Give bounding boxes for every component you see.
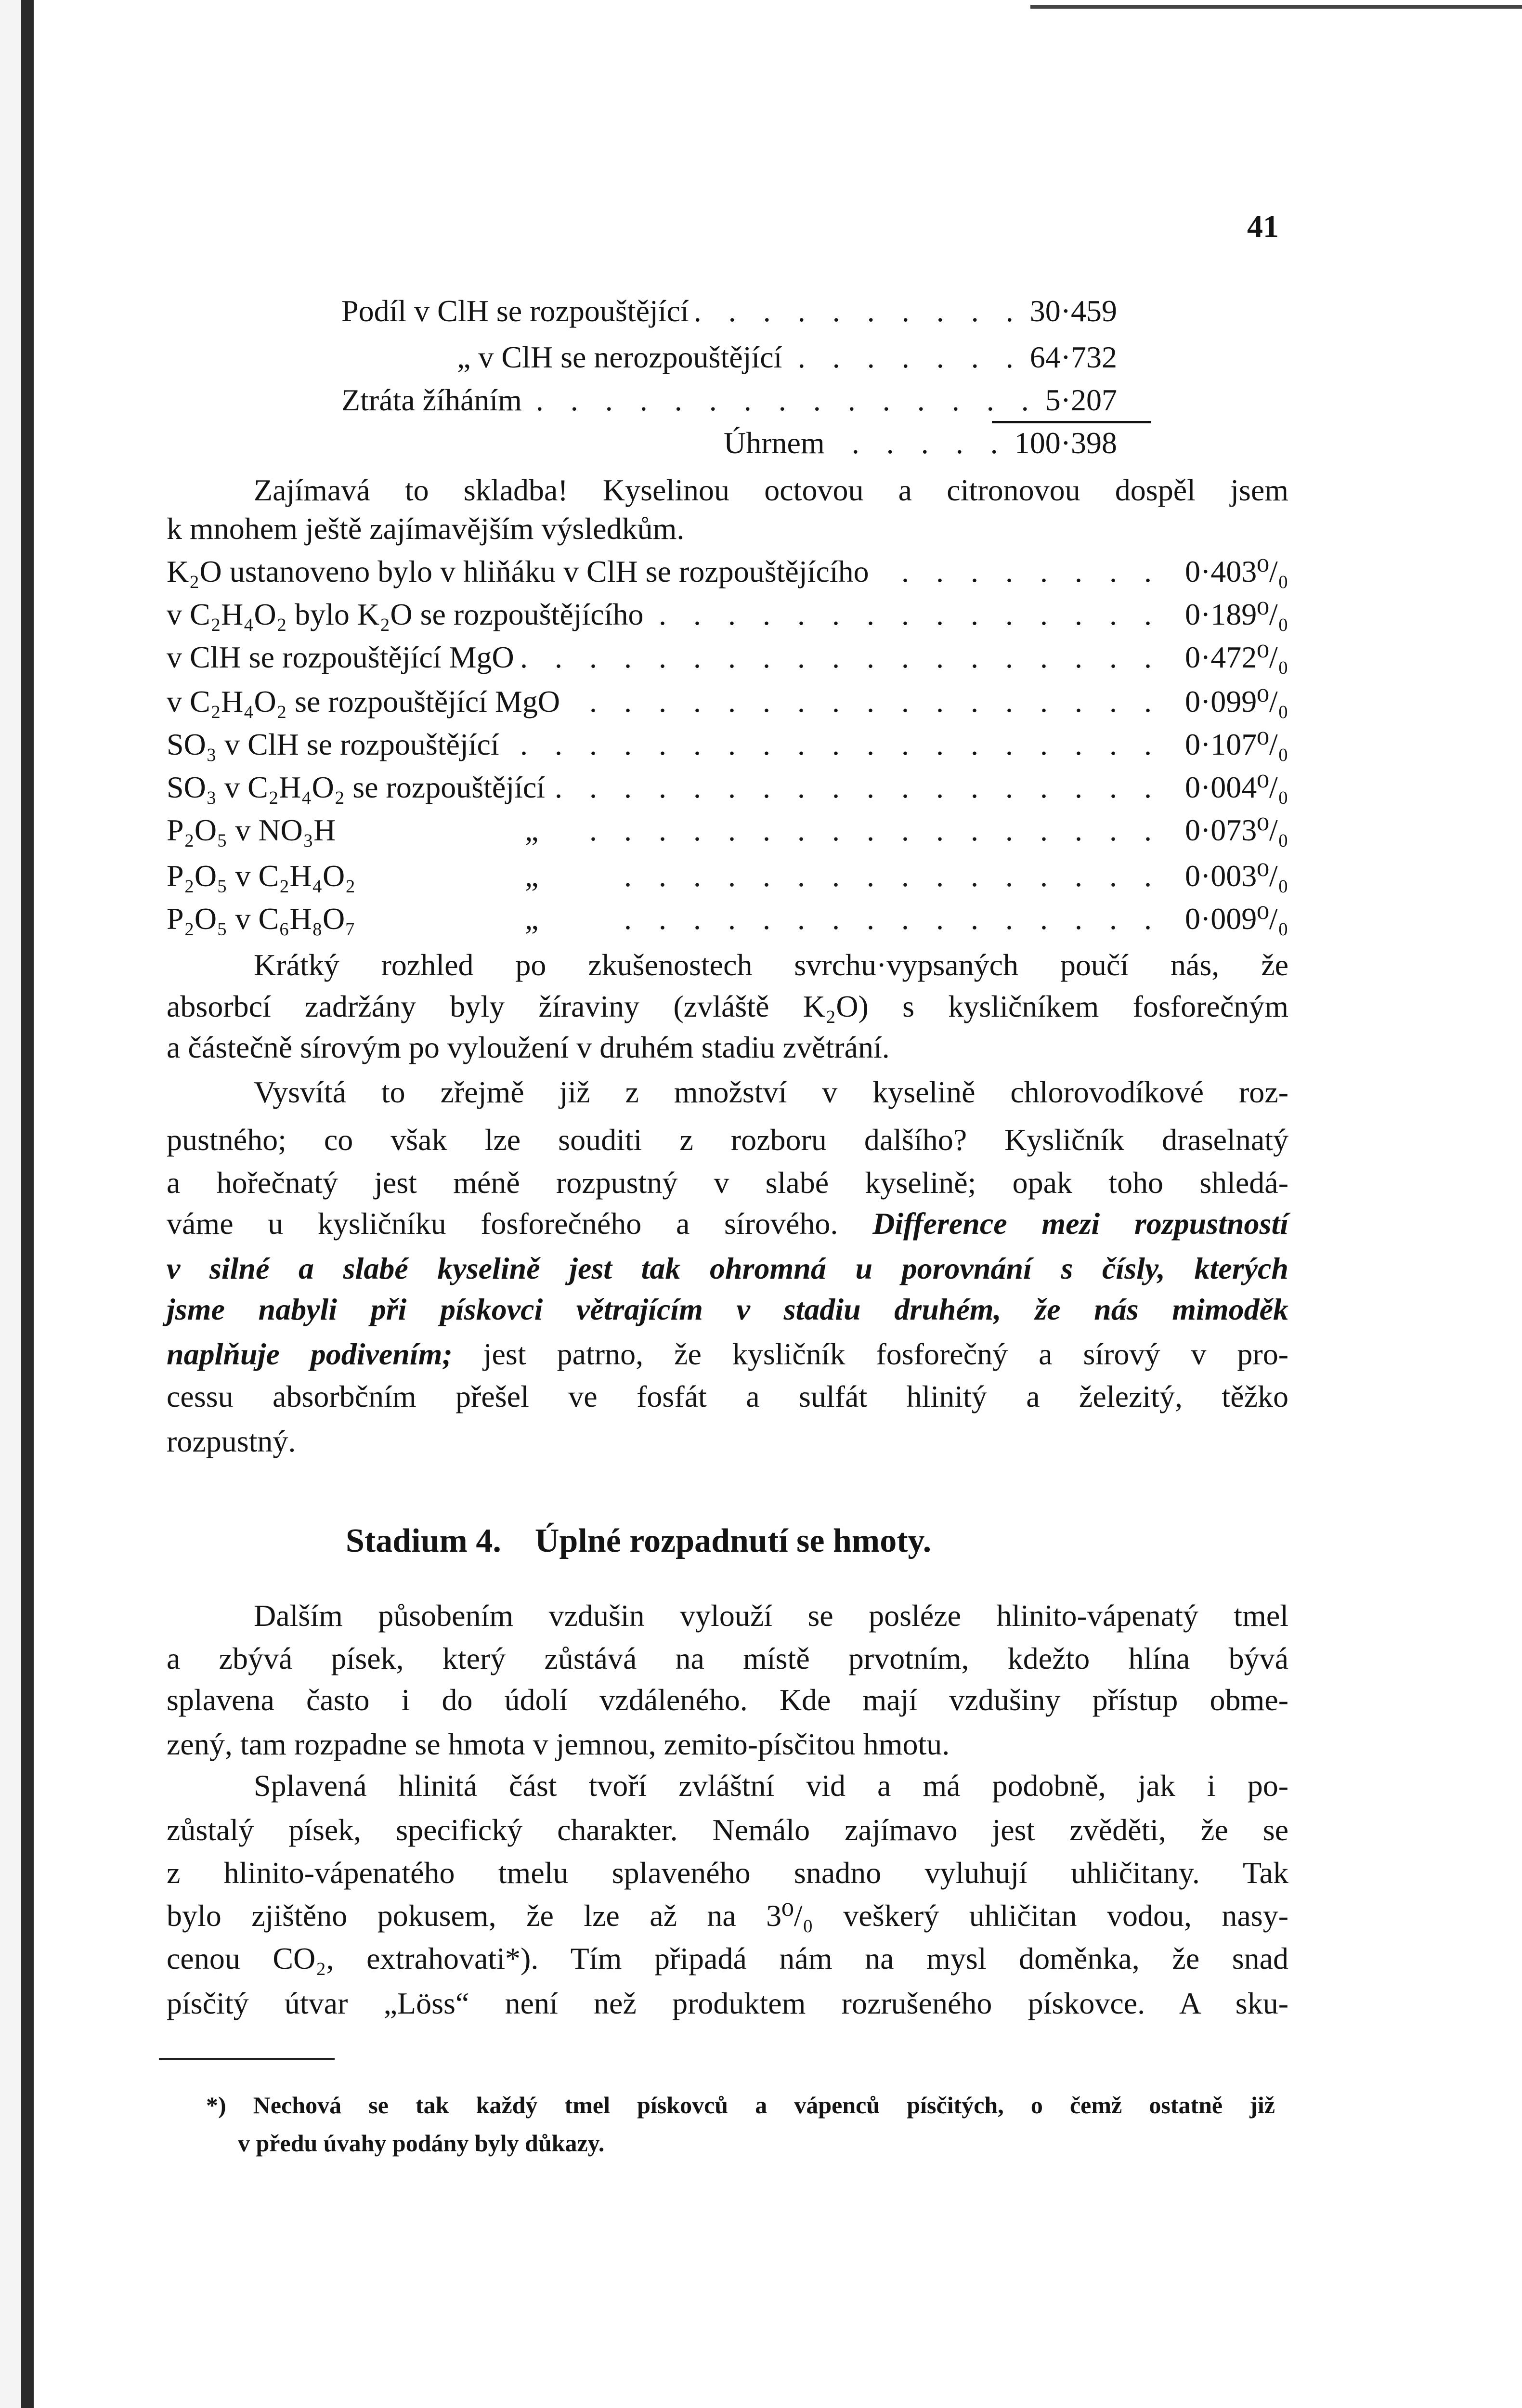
text-segment: a hořečnatý jest méně rozpustný v slabé kyselině; opak toho shledá- bbox=[167, 1165, 1288, 1200]
text-segment: bylo zjištěno pokusem, že lze až na 3⁰/₀ veškerý uhličitan vodou, nasy- bbox=[167, 1898, 1288, 1933]
text-line bbox=[167, 1121, 1288, 1159]
text-segment: zůstalý písek, specifický charakter. Nemálo zajímavo jest zvěděti, že se bbox=[167, 1813, 1288, 1847]
footnote-line: v předu úvahy podány byly důkazy. bbox=[238, 2130, 605, 2157]
footnote-line: *) Nechová se tak každý tmel pískovců a vápenců písčitých, o čemž ostatně již bbox=[206, 2092, 1275, 2119]
text-line bbox=[167, 1164, 1288, 1202]
text-segment: splavena často i do údolí vzdáleného. Kde mají vzdušiny přístup obme- bbox=[167, 1683, 1288, 1717]
analysis-row bbox=[167, 725, 1288, 764]
analysis-label: SO₃ v C₂H₄O₂ se rozpouštějící bbox=[167, 770, 546, 804]
text-line bbox=[167, 1028, 1288, 1067]
summary-total-row bbox=[724, 424, 1117, 462]
dot-leader bbox=[552, 768, 1161, 807]
analysis-label: P₂O₅ v C₂H₄O₂ bbox=[167, 859, 356, 893]
text-line bbox=[254, 1767, 1288, 1805]
analysis-value: 0·009⁰/₀ bbox=[1184, 902, 1288, 936]
text-line bbox=[167, 1681, 1288, 1719]
text-segment: Dalším působením vzdušin vylouží se posléze hlinito-vápenatý tmel bbox=[254, 1598, 1288, 1633]
analysis-label: v C₂H₄O₂ bylo K₂O se rozpouštějícího bbox=[167, 597, 644, 631]
text-segment: pustného; co však lze souditi z rozboru dalšího? Kysličník draselnatý bbox=[167, 1123, 1288, 1157]
analysis-value: 0·004⁰/₀ bbox=[1184, 770, 1288, 804]
text-line bbox=[167, 1422, 1288, 1461]
dot-leader bbox=[521, 638, 1161, 677]
analysis-value: 0·107⁰/₀ bbox=[1184, 727, 1288, 761]
text-segment: a částečně sírovým po vyloužení v druhém stadiu zvětrání. bbox=[167, 1030, 890, 1064]
text-line bbox=[167, 1204, 1288, 1243]
analysis-label: P₂O₅ v C₆H₈O₇ bbox=[167, 902, 356, 936]
summary-label: Ztráta žíháním bbox=[341, 383, 522, 417]
text-line bbox=[167, 1725, 1288, 1764]
text-segment: cessu absorbčním přešel ve fosfát a sulfát hlinitý a železitý, těžko bbox=[167, 1379, 1288, 1413]
analysis-label: K₂O ustanoveno bylo v hliňáku v ClH se rozpouštějícího bbox=[167, 554, 869, 589]
text-line bbox=[167, 1335, 1288, 1374]
dot-leader bbox=[696, 292, 1023, 330]
section-title: Úplné rozpadnutí se hmoty. bbox=[534, 1522, 932, 1559]
text-segment: Splavená hlinitá část tvoří zvláštní vid a má podobně, jak i po- bbox=[254, 1768, 1288, 1803]
section-heading bbox=[346, 1522, 931, 1560]
emphasized-text: naplňuje podivením; bbox=[167, 1337, 453, 1371]
sum-rule bbox=[992, 421, 1151, 423]
analysis-value: 0·099⁰/₀ bbox=[1184, 684, 1288, 719]
analysis-row bbox=[167, 768, 1288, 807]
analysis-row bbox=[167, 638, 1288, 677]
dot-leader bbox=[567, 682, 1161, 721]
emphasized-text: v silné a slabé kyselině jest tak ohromná u porovnání s čísly, kterých bbox=[167, 1251, 1288, 1285]
scan-margin bbox=[0, 0, 21, 2408]
analysis-value: 0·073⁰/₀ bbox=[1184, 813, 1288, 847]
text-line bbox=[167, 987, 1288, 1026]
section-number: Stadium 4. bbox=[346, 1522, 501, 1559]
summary-total-value: 100·398 bbox=[1014, 426, 1117, 460]
text-segment: váme u kysličníku fosforečného a sírového. bbox=[167, 1206, 873, 1241]
text-segment: a zbývá písek, který zůstává na místě prvotním, kdežto hlína bývá bbox=[167, 1641, 1288, 1675]
analysis-label: SO₃ v ClH se rozpouštějící bbox=[167, 727, 499, 761]
analysis-label: v ClH se rozpouštějící MgO bbox=[167, 640, 514, 674]
analysis-value: 0·189⁰/₀ bbox=[1184, 597, 1288, 631]
text-segment: Zajímavá to skladba! Kyselinou octovou a citronovou dospěl jsem bbox=[254, 473, 1288, 507]
dot-leader bbox=[832, 424, 1008, 462]
text-segment: z hlinito-vápenatého tmelu splaveného snadno vyluhují uhličitany. Tak bbox=[167, 1856, 1288, 1890]
summary-label: Podíl v ClH se rozpouštějící bbox=[341, 294, 689, 328]
ditto-mark: „ bbox=[525, 902, 539, 936]
analysis-row bbox=[167, 595, 1288, 634]
analysis-row bbox=[167, 857, 1288, 895]
text-line bbox=[167, 1249, 1288, 1288]
analysis-row bbox=[167, 811, 1288, 850]
scan-edge bbox=[21, 0, 34, 2408]
dot-leader bbox=[876, 552, 1161, 591]
text-line bbox=[167, 1377, 1288, 1416]
text-line bbox=[254, 946, 1288, 984]
text-line bbox=[254, 1073, 1288, 1112]
analysis-row bbox=[167, 900, 1288, 938]
emphasized-text: Difference mezi rozpustností bbox=[872, 1206, 1288, 1241]
dot-leader bbox=[506, 725, 1161, 764]
dot-leader bbox=[789, 338, 1023, 377]
text-line bbox=[167, 1984, 1288, 2023]
text-line bbox=[167, 1854, 1288, 1892]
ditto-mark: „ bbox=[525, 859, 539, 893]
analysis-label: P₂O₅ v NO₃H bbox=[167, 813, 336, 847]
analysis-value: 0·472⁰/₀ bbox=[1184, 640, 1288, 674]
scan-edge-top bbox=[1030, 5, 1522, 9]
summary-row bbox=[341, 381, 1117, 419]
text-line bbox=[167, 1811, 1288, 1849]
dot-leader bbox=[586, 811, 1161, 850]
page-number: 41 bbox=[1247, 209, 1279, 244]
text-segment: jest patrno, že kysličník fosforečný a sírový v pro- bbox=[452, 1337, 1289, 1371]
text-segment: Krátký rozhled po zkušenostech svrchu·vypsaných poučí nás, že bbox=[254, 948, 1288, 982]
analysis-row bbox=[167, 552, 1288, 591]
text-segment: absorbcí zadržány byly žíraviny (zvláště K₂O) s kysličníkem fosforečným bbox=[167, 989, 1288, 1023]
text-segment: Vysvítá to zřejmě již z množství v kyselině chlorovodíkové roz- bbox=[254, 1075, 1288, 1109]
text-segment: cenou CO₂, extrahovati*). Tím připadá nám na mysl doměnka, že snad bbox=[167, 1941, 1288, 1976]
dot-leader bbox=[606, 857, 1162, 895]
text-segment: zený, tam rozpadne se hmota v jemnou, zemito-písčitou hmotu. bbox=[167, 1727, 950, 1761]
dot-leader bbox=[529, 381, 1039, 419]
summary-value: 64·732 bbox=[1029, 340, 1117, 374]
text-segment: rozpustný. bbox=[167, 1424, 296, 1458]
summary-value: 30·459 bbox=[1029, 294, 1117, 328]
dot-leader bbox=[606, 900, 1162, 938]
text-line bbox=[254, 1597, 1288, 1635]
analysis-value: 0·003⁰/₀ bbox=[1184, 859, 1288, 893]
text-line bbox=[167, 510, 1288, 548]
summary-value: 5·207 bbox=[1045, 383, 1117, 417]
emphasized-text: jsme nabyli při pískovci větrajícím v stadiu druhém, že nás mimoděk bbox=[167, 1292, 1288, 1326]
text-line bbox=[167, 1290, 1288, 1329]
summary-row bbox=[341, 292, 1117, 330]
summary-row bbox=[457, 338, 1117, 377]
footnote-rule bbox=[159, 2058, 335, 2060]
summary-label: „ v ClH se nerozpouštějící bbox=[457, 340, 782, 374]
text-line bbox=[167, 1897, 1288, 1935]
analysis-label: v C₂H₄O₂ se rozpouštějící MgO bbox=[167, 684, 560, 719]
summary-total-label: Úhrnem bbox=[724, 426, 825, 460]
text-line bbox=[167, 1639, 1288, 1678]
analysis-value: 0·403⁰/₀ bbox=[1184, 554, 1288, 589]
text-line bbox=[254, 471, 1288, 510]
analysis-row bbox=[167, 682, 1288, 721]
dot-leader bbox=[650, 595, 1161, 634]
text-segment: k mnohem ještě zajímavějším výsledkům. bbox=[167, 511, 685, 546]
text-segment: písčitý útvar „Löss“ není než produktem rozrušeného pískovce. A sku- bbox=[167, 1986, 1288, 2020]
text-line bbox=[167, 1939, 1288, 1978]
ditto-mark: „ bbox=[525, 813, 539, 847]
